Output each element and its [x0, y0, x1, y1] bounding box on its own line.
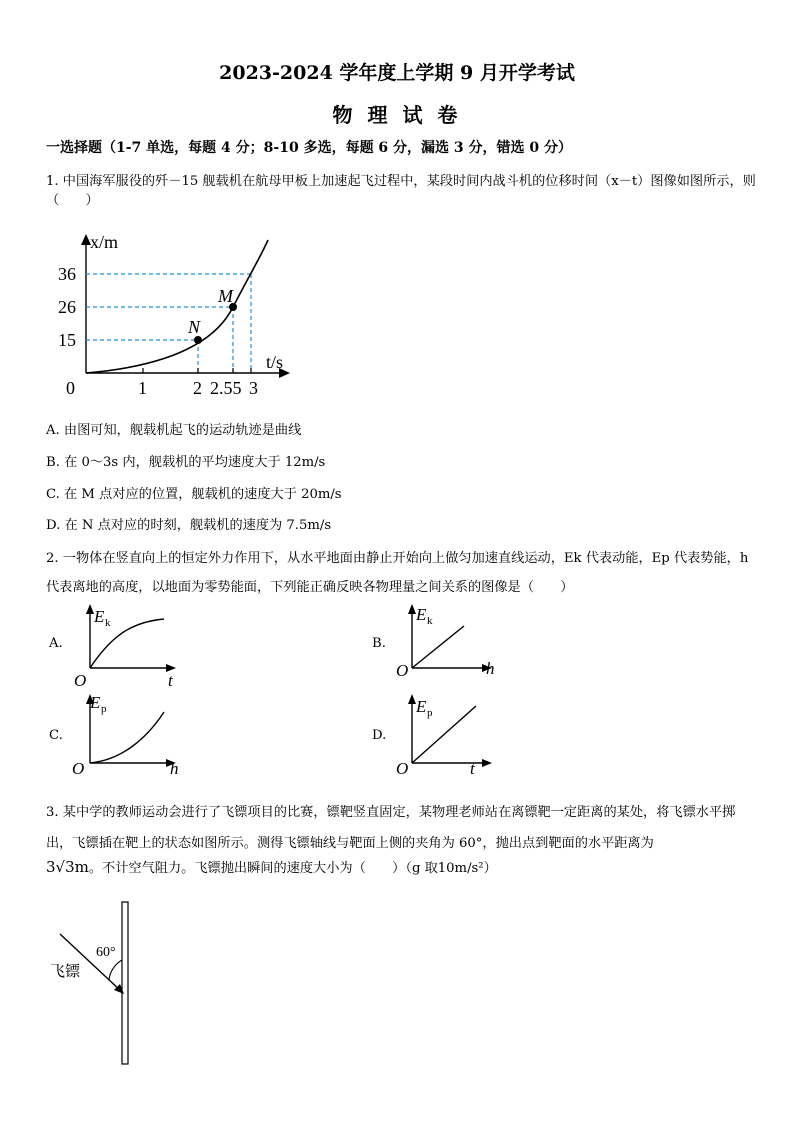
x-tick-4: 3 — [249, 378, 258, 398]
svg-text:O: O — [396, 661, 409, 680]
q2-graph-b — [394, 600, 514, 688]
angle-label: 60° — [96, 945, 116, 960]
x-axis-label: t/s — [266, 352, 284, 372]
y-tick-36: 36 — [58, 264, 76, 284]
curve-c — [90, 712, 164, 763]
svg-text:E: E — [416, 605, 427, 624]
q1-option-d: D. 在 N 点对应的时刻，舰载机的速度为 7.5m/s — [46, 518, 332, 533]
svg-text:O: O — [74, 671, 87, 688]
target-board — [122, 902, 128, 1064]
point-n — [194, 336, 202, 344]
question-1-stem: 1. 中国海军服役的歼－15 舰载机在航母甲板上加速起飞过程中，某段时间内战斗机的位移时间（x－t）图像如图所示，则（ ） — [46, 174, 756, 208]
section-heading: 一选择题（1-7 单选，每题 4 分；8-10 多选，每题 6 分，漏选 3 分，错选 0 分） — [46, 140, 573, 156]
y-tick-26: 26 — [58, 297, 76, 317]
x-tick-1: 1 — [138, 378, 147, 398]
q2-graph-c — [72, 690, 192, 780]
svg-text:E: E — [90, 693, 101, 712]
q2-option-d-letter: D. — [372, 728, 387, 743]
svg-text:O: O — [396, 759, 409, 778]
point-m-label: M — [218, 286, 233, 306]
svg-text:E: E — [416, 697, 427, 716]
svg-text:E: E — [94, 607, 105, 626]
line-b — [412, 626, 464, 668]
q1-option-c: C. 在 M 点对应的位置，舰载机的速度大于 20m/s — [46, 487, 342, 502]
svg-text:O: O — [72, 759, 85, 778]
q2-option-a-letter: A. — [49, 636, 63, 651]
y-tick-15: 15 — [58, 330, 76, 350]
q1-option-a: A. 由图可知，舰载机起飞的运动轨迹是曲线 — [46, 423, 302, 438]
q2-option-c-letter: C. — [49, 728, 63, 743]
svg-text:t: t — [168, 671, 173, 688]
svg-text:k: k — [105, 617, 111, 629]
svg-text:t: t — [470, 759, 475, 778]
exam-title: 2023-2024 学年度上学期 9 月开学考试 — [219, 62, 575, 84]
question-2-stem: 2. 一物体在竖直向上的恒定外力作用下，从水平地面由静止开始向上做匀加速直线运动，Ek 代表动能，Ep 代表势能，h 代表离地的高度，以地面为零势能面，下列能正确反映各物理量之间关系的图像是（ ） — [46, 551, 749, 595]
question-3-stem: 3. 某中学的教师运动会进行了飞镖项目的比赛，镖靶竖直固定，某物理老师站在离镖靶一定距离的某处，将飞镖水平掷出，飞镖插在靶上的状态如图所示。测得飞镖轴线与靶面上侧的夹角为 60°，抛出点到靶面的水平距离为 — [46, 805, 736, 851]
dart-label: 飞镖 — [50, 962, 81, 980]
y-axis-label: x/m — [90, 232, 119, 252]
angle-arc — [109, 960, 122, 980]
q2-graph-d — [394, 690, 514, 780]
q3-dart-figure — [46, 896, 166, 1072]
point-n-label: N — [188, 317, 201, 337]
q1-xt-graph — [50, 228, 300, 400]
q2-option-b-letter: B. — [372, 636, 386, 651]
svg-text:h: h — [170, 759, 179, 778]
svg-text:p: p — [101, 703, 107, 715]
q1-option-b: B. 在 0～3s 内，舰载机的平均速度大于 12m/s — [46, 455, 326, 470]
origin-label: 0 — [66, 378, 75, 398]
distance-value: 3√3m — [46, 858, 89, 876]
svg-text:p: p — [427, 707, 433, 719]
x-tick-3: 2.55 — [210, 378, 242, 398]
svg-text:k: k — [427, 615, 433, 627]
exam-subtitle: 物 理 试 卷 — [332, 103, 462, 127]
curve-a — [90, 619, 164, 668]
x-tick-2: 2 — [193, 378, 202, 398]
svg-text:h: h — [486, 659, 495, 678]
question-3-stem-cont — [46, 858, 758, 878]
q2-graph-a — [72, 600, 192, 688]
question-3-stem-rest: 。不计空气阻力。飞镖抛出瞬间的速度大小为（ ）（g 取10m/s²） — [88, 861, 497, 876]
